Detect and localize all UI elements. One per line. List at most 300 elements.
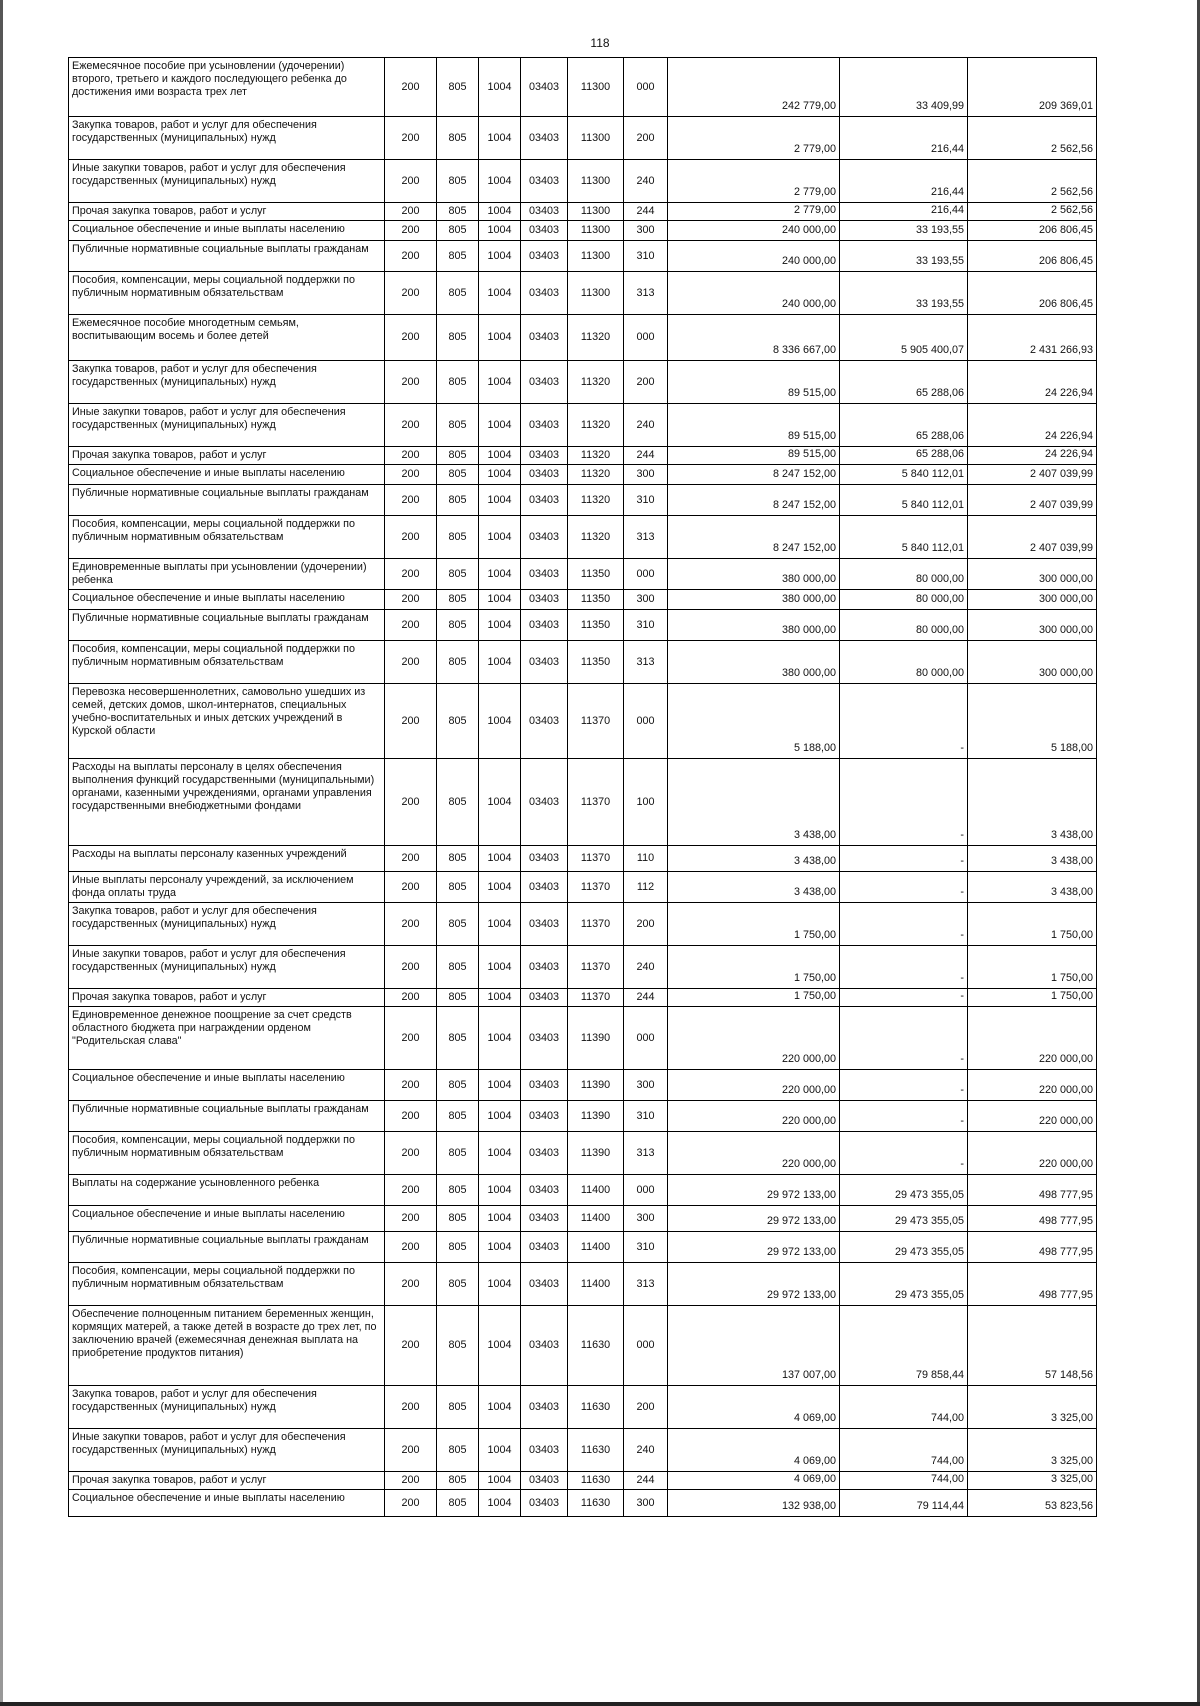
row-name: Иные закупки товаров, работ и услуг для обеспечения государственных (муниципальных) нужд: [69, 946, 385, 989]
row-code-chapter: 805: [437, 1306, 479, 1386]
row-code-admin: 200: [385, 1175, 437, 1206]
row-code-section: 1004: [479, 203, 521, 221]
row-value-remaining: 3 438,00: [968, 872, 1097, 903]
row-code-admin: 200: [385, 58, 437, 117]
row-value-plan: 240 000,00: [668, 241, 840, 272]
row-code-chapter: 805: [437, 516, 479, 559]
row-name: Социальное обеспечение и иные выплаты населению: [69, 221, 385, 241]
row-code-chapter: 805: [437, 361, 479, 404]
row-code-chapter: 805: [437, 610, 479, 641]
row-code-admin: 200: [385, 1472, 437, 1490]
row-value-remaining: 53 823,56: [968, 1490, 1097, 1517]
page-number: 118: [590, 36, 610, 50]
row-value-plan: 380 000,00: [668, 641, 840, 684]
row-code-direction: 11400: [568, 1206, 624, 1232]
row-code-chapter: 805: [437, 203, 479, 221]
row-value-remaining: 24 226,94: [968, 404, 1097, 447]
row-code-program: 03403: [521, 485, 568, 516]
row-code-program: 03403: [521, 903, 568, 946]
row-code-expense-type: 240: [624, 404, 668, 447]
table-row: [69, 1007, 1097, 1070]
row-code-program: 03403: [521, 641, 568, 684]
row-code-admin: 200: [385, 272, 437, 315]
row-code-admin: 200: [385, 465, 437, 485]
row-code-expense-type: 310: [624, 485, 668, 516]
row-code-chapter: 805: [437, 590, 479, 610]
table-row: [69, 1263, 1097, 1306]
row-code-direction: 11320: [568, 404, 624, 447]
row-code-expense-type: 000: [624, 684, 668, 759]
row-code-section: 1004: [479, 1472, 521, 1490]
row-value-plan: 380 000,00: [668, 610, 840, 641]
row-name: Перевозка несовершеннолетних, самовольно ушедших из семей, детских домов, школ-интернатов, специальных учебно-воспитательных и иных детских учреждений в Курской области: [69, 684, 385, 759]
row-value-plan: 220 000,00: [668, 1101, 840, 1132]
row-code-chapter: 805: [437, 946, 479, 989]
row-name: Иные закупки товаров, работ и услуг для обеспечения государственных (муниципальных) нужд: [69, 160, 385, 203]
row-code-admin: 200: [385, 1386, 437, 1429]
row-code-chapter: 805: [437, 559, 479, 590]
row-value-remaining: 206 806,45: [968, 241, 1097, 272]
table-row: [69, 1132, 1097, 1175]
table-row: [69, 221, 1097, 241]
row-code-direction: 11320: [568, 315, 624, 361]
row-value-plan: 1 750,00: [668, 946, 840, 989]
row-code-chapter: 805: [437, 1386, 479, 1429]
row-code-section: 1004: [479, 361, 521, 404]
row-code-admin: 200: [385, 1007, 437, 1070]
row-value-remaining: 1 750,00: [968, 903, 1097, 946]
row-code-section: 1004: [479, 516, 521, 559]
row-code-direction: 11300: [568, 203, 624, 221]
row-value-executed: 65 288,06: [840, 361, 968, 404]
row-name: Социальное обеспечение и иные выплаты населению: [69, 1070, 385, 1101]
row-code-program: 03403: [521, 989, 568, 1007]
scan-left-edge: [0, 0, 3, 1706]
row-value-plan: 8 336 667,00: [668, 315, 840, 361]
row-code-program: 03403: [521, 1263, 568, 1306]
row-code-admin: 200: [385, 610, 437, 641]
row-code-direction: 11300: [568, 160, 624, 203]
table-row: [69, 872, 1097, 903]
row-value-plan: 4 069,00: [668, 1386, 840, 1429]
row-code-chapter: 805: [437, 684, 479, 759]
row-value-remaining: 220 000,00: [968, 1070, 1097, 1101]
row-code-program: 03403: [521, 315, 568, 361]
row-code-chapter: 805: [437, 465, 479, 485]
row-value-remaining: 300 000,00: [968, 559, 1097, 590]
row-name: Публичные нормативные социальные выплаты гражданам: [69, 610, 385, 641]
row-value-plan: 240 000,00: [668, 272, 840, 315]
row-name: Социальное обеспечение и иные выплаты населению: [69, 590, 385, 610]
row-code-direction: 11370: [568, 846, 624, 872]
row-value-executed: 216,44: [840, 203, 968, 221]
row-code-program: 03403: [521, 1132, 568, 1175]
row-value-executed: -: [840, 1101, 968, 1132]
row-code-admin: 200: [385, 1101, 437, 1132]
row-value-executed: 79 858,44: [840, 1306, 968, 1386]
row-name: Иные выплаты персоналу учреждений, за исключением фонда оплаты труда: [69, 872, 385, 903]
row-value-executed: 80 000,00: [840, 559, 968, 590]
row-code-direction: 11390: [568, 1101, 624, 1132]
row-code-program: 03403: [521, 272, 568, 315]
row-code-section: 1004: [479, 1232, 521, 1263]
row-code-section: 1004: [479, 989, 521, 1007]
row-value-remaining: 3 438,00: [968, 759, 1097, 846]
row-code-direction: 11370: [568, 946, 624, 989]
row-code-program: 03403: [521, 447, 568, 465]
row-value-remaining: 220 000,00: [968, 1007, 1097, 1070]
row-code-section: 1004: [479, 160, 521, 203]
row-code-expense-type: 240: [624, 1429, 668, 1472]
row-value-executed: 5 840 112,01: [840, 485, 968, 516]
row-code-program: 03403: [521, 1232, 568, 1263]
row-value-executed: -: [840, 759, 968, 846]
row-value-executed: 5 840 112,01: [840, 465, 968, 485]
row-value-executed: -: [840, 1132, 968, 1175]
row-code-expense-type: 310: [624, 1232, 668, 1263]
row-value-remaining: 2 562,56: [968, 160, 1097, 203]
row-code-section: 1004: [479, 684, 521, 759]
row-code-direction: 11300: [568, 58, 624, 117]
row-code-direction: 11630: [568, 1472, 624, 1490]
row-value-plan: 1 750,00: [668, 903, 840, 946]
row-code-direction: 11350: [568, 610, 624, 641]
table-row: [69, 315, 1097, 361]
table-row: [69, 516, 1097, 559]
row-code-admin: 200: [385, 559, 437, 590]
row-code-expense-type: 240: [624, 160, 668, 203]
row-value-remaining: 57 148,56: [968, 1306, 1097, 1386]
table-row: [69, 590, 1097, 610]
table-row: [69, 404, 1097, 447]
row-code-section: 1004: [479, 846, 521, 872]
row-code-program: 03403: [521, 759, 568, 846]
row-code-admin: 200: [385, 759, 437, 846]
row-code-program: 03403: [521, 203, 568, 221]
row-code-program: 03403: [521, 610, 568, 641]
row-value-executed: 65 288,06: [840, 447, 968, 465]
row-code-expense-type: 244: [624, 447, 668, 465]
row-value-remaining: 2 562,56: [968, 203, 1097, 221]
row-value-executed: -: [840, 872, 968, 903]
row-name: Расходы на выплаты персоналу казенных учреждений: [69, 846, 385, 872]
row-value-remaining: 3 438,00: [968, 846, 1097, 872]
row-value-plan: 89 515,00: [668, 361, 840, 404]
row-code-chapter: 805: [437, 759, 479, 846]
row-code-chapter: 805: [437, 447, 479, 465]
row-name: Ежемесячное пособие при усыновлении (удочерении) второго, третьего и каждого последующего ребенка до достижения ими возраста трех лет: [69, 58, 385, 117]
row-code-admin: 200: [385, 903, 437, 946]
row-code-program: 03403: [521, 1070, 568, 1101]
row-code-chapter: 805: [437, 1101, 479, 1132]
row-value-remaining: 2 407 039,99: [968, 516, 1097, 559]
row-name: Закупка товаров, работ и услуг для обеспечения государственных (муниципальных) нужд: [69, 903, 385, 946]
row-value-plan: 380 000,00: [668, 559, 840, 590]
row-value-remaining: 3 325,00: [968, 1429, 1097, 1472]
row-code-direction: 11300: [568, 241, 624, 272]
row-code-program: 03403: [521, 58, 568, 117]
row-value-remaining: 220 000,00: [968, 1101, 1097, 1132]
row-name: Закупка товаров, работ и услуг для обеспечения государственных (муниципальных) нужд: [69, 361, 385, 404]
row-value-executed: 80 000,00: [840, 590, 968, 610]
row-code-chapter: 805: [437, 315, 479, 361]
row-value-plan: 29 972 133,00: [668, 1232, 840, 1263]
row-value-plan: 380 000,00: [668, 590, 840, 610]
row-code-expense-type: 200: [624, 1386, 668, 1429]
row-code-program: 03403: [521, 1175, 568, 1206]
table-row: [69, 1206, 1097, 1232]
row-code-admin: 200: [385, 117, 437, 160]
row-code-program: 03403: [521, 1490, 568, 1517]
row-code-expense-type: 112: [624, 872, 668, 903]
budget-table-body: [69, 58, 1097, 1517]
row-code-expense-type: 310: [624, 610, 668, 641]
row-code-admin: 200: [385, 846, 437, 872]
row-value-plan: 4 069,00: [668, 1472, 840, 1490]
row-code-section: 1004: [479, 1306, 521, 1386]
row-code-direction: 11300: [568, 272, 624, 315]
table-row: [69, 241, 1097, 272]
table-row: [69, 203, 1097, 221]
row-name: Публичные нормативные социальные выплаты гражданам: [69, 1232, 385, 1263]
row-value-remaining: 5 188,00: [968, 684, 1097, 759]
row-code-expense-type: 313: [624, 641, 668, 684]
row-value-remaining: 498 777,95: [968, 1175, 1097, 1206]
row-code-direction: 11350: [568, 559, 624, 590]
row-code-direction: 11630: [568, 1490, 624, 1517]
row-value-executed: -: [840, 846, 968, 872]
row-code-section: 1004: [479, 1206, 521, 1232]
row-value-executed: 65 288,06: [840, 404, 968, 447]
row-code-chapter: 805: [437, 160, 479, 203]
row-code-section: 1004: [479, 1175, 521, 1206]
row-name: Расходы на выплаты персоналу в целях обеспечения выполнения функций государственными (муниципальными) органами, казенными учреждениями, органами управления государственными внебюджетными фондами: [69, 759, 385, 846]
row-code-program: 03403: [521, 872, 568, 903]
row-code-chapter: 805: [437, 58, 479, 117]
row-code-admin: 200: [385, 447, 437, 465]
row-value-remaining: 2 407 039,99: [968, 485, 1097, 516]
row-code-program: 03403: [521, 1429, 568, 1472]
row-code-section: 1004: [479, 58, 521, 117]
row-code-section: 1004: [479, 590, 521, 610]
row-code-admin: 200: [385, 203, 437, 221]
row-code-section: 1004: [479, 559, 521, 590]
row-code-admin: 200: [385, 1263, 437, 1306]
row-code-admin: 200: [385, 160, 437, 203]
row-value-executed: -: [840, 1007, 968, 1070]
row-code-chapter: 805: [437, 117, 479, 160]
table-row: [69, 160, 1097, 203]
row-value-executed: 33 193,55: [840, 272, 968, 315]
row-code-program: 03403: [521, 361, 568, 404]
row-code-program: 03403: [521, 1306, 568, 1386]
row-name: Пособия, компенсации, меры социальной поддержки по публичным нормативным обязательствам: [69, 641, 385, 684]
row-value-plan: 2 779,00: [668, 160, 840, 203]
table-row: [69, 1101, 1097, 1132]
table-row: [69, 610, 1097, 641]
row-value-plan: 8 247 152,00: [668, 465, 840, 485]
table-row: [69, 447, 1097, 465]
row-code-program: 03403: [521, 846, 568, 872]
row-code-direction: 11320: [568, 361, 624, 404]
row-code-chapter: 805: [437, 1472, 479, 1490]
row-code-section: 1004: [479, 610, 521, 641]
row-value-plan: 29 972 133,00: [668, 1206, 840, 1232]
row-value-plan: 240 000,00: [668, 221, 840, 241]
row-value-remaining: 300 000,00: [968, 590, 1097, 610]
row-name: Прочая закупка товаров, работ и услуг: [69, 203, 385, 221]
table-row: [69, 559, 1097, 590]
row-code-expense-type: 313: [624, 516, 668, 559]
row-value-remaining: 300 000,00: [968, 641, 1097, 684]
row-value-remaining: 498 777,95: [968, 1232, 1097, 1263]
row-value-executed: 5 840 112,01: [840, 516, 968, 559]
row-code-direction: 11320: [568, 485, 624, 516]
row-code-program: 03403: [521, 404, 568, 447]
row-name: Социальное обеспечение и иные выплаты населению: [69, 1490, 385, 1517]
row-code-direction: 11370: [568, 684, 624, 759]
row-value-executed: 29 473 355,05: [840, 1206, 968, 1232]
row-value-executed: -: [840, 1070, 968, 1101]
row-value-executed: -: [840, 989, 968, 1007]
row-code-admin: 200: [385, 1070, 437, 1101]
row-code-program: 03403: [521, 516, 568, 559]
row-name: Социальное обеспечение и иные выплаты населению: [69, 1206, 385, 1232]
row-code-admin: 200: [385, 1206, 437, 1232]
row-code-section: 1004: [479, 1429, 521, 1472]
row-code-admin: 200: [385, 1429, 437, 1472]
row-value-remaining: 2 407 039,99: [968, 465, 1097, 485]
row-value-remaining: 498 777,95: [968, 1206, 1097, 1232]
row-code-chapter: 805: [437, 1263, 479, 1306]
table-row: [69, 1306, 1097, 1386]
row-code-expense-type: 244: [624, 1472, 668, 1490]
table-row: [69, 1386, 1097, 1429]
row-code-chapter: 805: [437, 1175, 479, 1206]
row-value-remaining: 206 806,45: [968, 272, 1097, 315]
row-code-expense-type: 300: [624, 1070, 668, 1101]
row-code-chapter: 805: [437, 1429, 479, 1472]
row-code-chapter: 805: [437, 641, 479, 684]
row-code-admin: 200: [385, 485, 437, 516]
row-code-admin: 200: [385, 315, 437, 361]
row-code-expense-type: 000: [624, 315, 668, 361]
row-code-section: 1004: [479, 903, 521, 946]
row-code-admin: 200: [385, 241, 437, 272]
row-code-chapter: 805: [437, 1490, 479, 1517]
row-code-section: 1004: [479, 485, 521, 516]
row-value-remaining: 24 226,94: [968, 447, 1097, 465]
table-row: [69, 989, 1097, 1007]
row-code-program: 03403: [521, 946, 568, 989]
row-name: Пособия, компенсации, меры социальной поддержки по публичным нормативным обязательствам: [69, 1263, 385, 1306]
row-code-direction: 11370: [568, 989, 624, 1007]
row-value-plan: 2 779,00: [668, 203, 840, 221]
row-name: Социальное обеспечение и иные выплаты населению: [69, 465, 385, 485]
row-value-plan: 4 069,00: [668, 1429, 840, 1472]
row-code-section: 1004: [479, 221, 521, 241]
row-value-executed: 744,00: [840, 1386, 968, 1429]
row-value-executed: 216,44: [840, 160, 968, 203]
row-code-direction: 11630: [568, 1386, 624, 1429]
row-value-plan: 220 000,00: [668, 1132, 840, 1175]
budget-table: [68, 57, 1097, 1517]
row-code-chapter: 805: [437, 1132, 479, 1175]
row-code-section: 1004: [479, 404, 521, 447]
row-code-expense-type: 110: [624, 846, 668, 872]
row-code-section: 1004: [479, 1070, 521, 1101]
row-value-executed: 216,44: [840, 117, 968, 160]
row-code-chapter: 805: [437, 872, 479, 903]
row-name: Пособия, компенсации, меры социальной поддержки по публичным нормативным обязательствам: [69, 272, 385, 315]
row-code-section: 1004: [479, 759, 521, 846]
row-value-plan: 5 188,00: [668, 684, 840, 759]
row-code-chapter: 805: [437, 989, 479, 1007]
row-value-remaining: 300 000,00: [968, 610, 1097, 641]
row-code-section: 1004: [479, 465, 521, 485]
row-code-expense-type: 310: [624, 241, 668, 272]
row-value-plan: 220 000,00: [668, 1070, 840, 1101]
row-value-executed: 33 409,99: [840, 58, 968, 117]
table-row: [69, 759, 1097, 846]
row-name: Прочая закупка товаров, работ и услуг: [69, 989, 385, 1007]
row-value-plan: 3 438,00: [668, 846, 840, 872]
row-code-admin: 200: [385, 590, 437, 610]
row-code-direction: 11370: [568, 903, 624, 946]
row-code-expense-type: 300: [624, 1490, 668, 1517]
row-code-section: 1004: [479, 447, 521, 465]
row-name: Пособия, компенсации, меры социальной поддержки по публичным нормативным обязательствам: [69, 516, 385, 559]
row-code-program: 03403: [521, 1007, 568, 1070]
row-value-remaining: 220 000,00: [968, 1132, 1097, 1175]
row-code-section: 1004: [479, 872, 521, 903]
row-value-plan: 137 007,00: [668, 1306, 840, 1386]
row-code-chapter: 805: [437, 1232, 479, 1263]
row-value-plan: 2 779,00: [668, 117, 840, 160]
row-code-admin: 200: [385, 516, 437, 559]
row-value-remaining: 209 369,01: [968, 58, 1097, 117]
row-code-program: 03403: [521, 684, 568, 759]
row-code-direction: 11300: [568, 117, 624, 160]
table-row: [69, 946, 1097, 989]
row-value-executed: 80 000,00: [840, 641, 968, 684]
row-value-remaining: 3 325,00: [968, 1386, 1097, 1429]
row-value-remaining: 24 226,94: [968, 361, 1097, 404]
row-code-section: 1004: [479, 1490, 521, 1517]
row-code-chapter: 805: [437, 404, 479, 447]
row-code-program: 03403: [521, 160, 568, 203]
row-value-remaining: 498 777,95: [968, 1263, 1097, 1306]
row-value-executed: 744,00: [840, 1429, 968, 1472]
row-code-expense-type: 310: [624, 1101, 668, 1132]
row-code-expense-type: 000: [624, 58, 668, 117]
row-code-chapter: 805: [437, 1070, 479, 1101]
row-code-direction: 11630: [568, 1429, 624, 1472]
row-code-expense-type: 244: [624, 989, 668, 1007]
row-code-program: 03403: [521, 1206, 568, 1232]
table-row: [69, 1232, 1097, 1263]
row-value-executed: -: [840, 903, 968, 946]
row-code-program: 03403: [521, 1386, 568, 1429]
row-code-expense-type: 244: [624, 203, 668, 221]
row-value-plan: 1 750,00: [668, 989, 840, 1007]
table-row: [69, 1070, 1097, 1101]
row-code-section: 1004: [479, 641, 521, 684]
row-code-direction: 11400: [568, 1232, 624, 1263]
row-code-expense-type: 000: [624, 1175, 668, 1206]
row-code-section: 1004: [479, 1132, 521, 1175]
row-code-direction: 11370: [568, 759, 624, 846]
